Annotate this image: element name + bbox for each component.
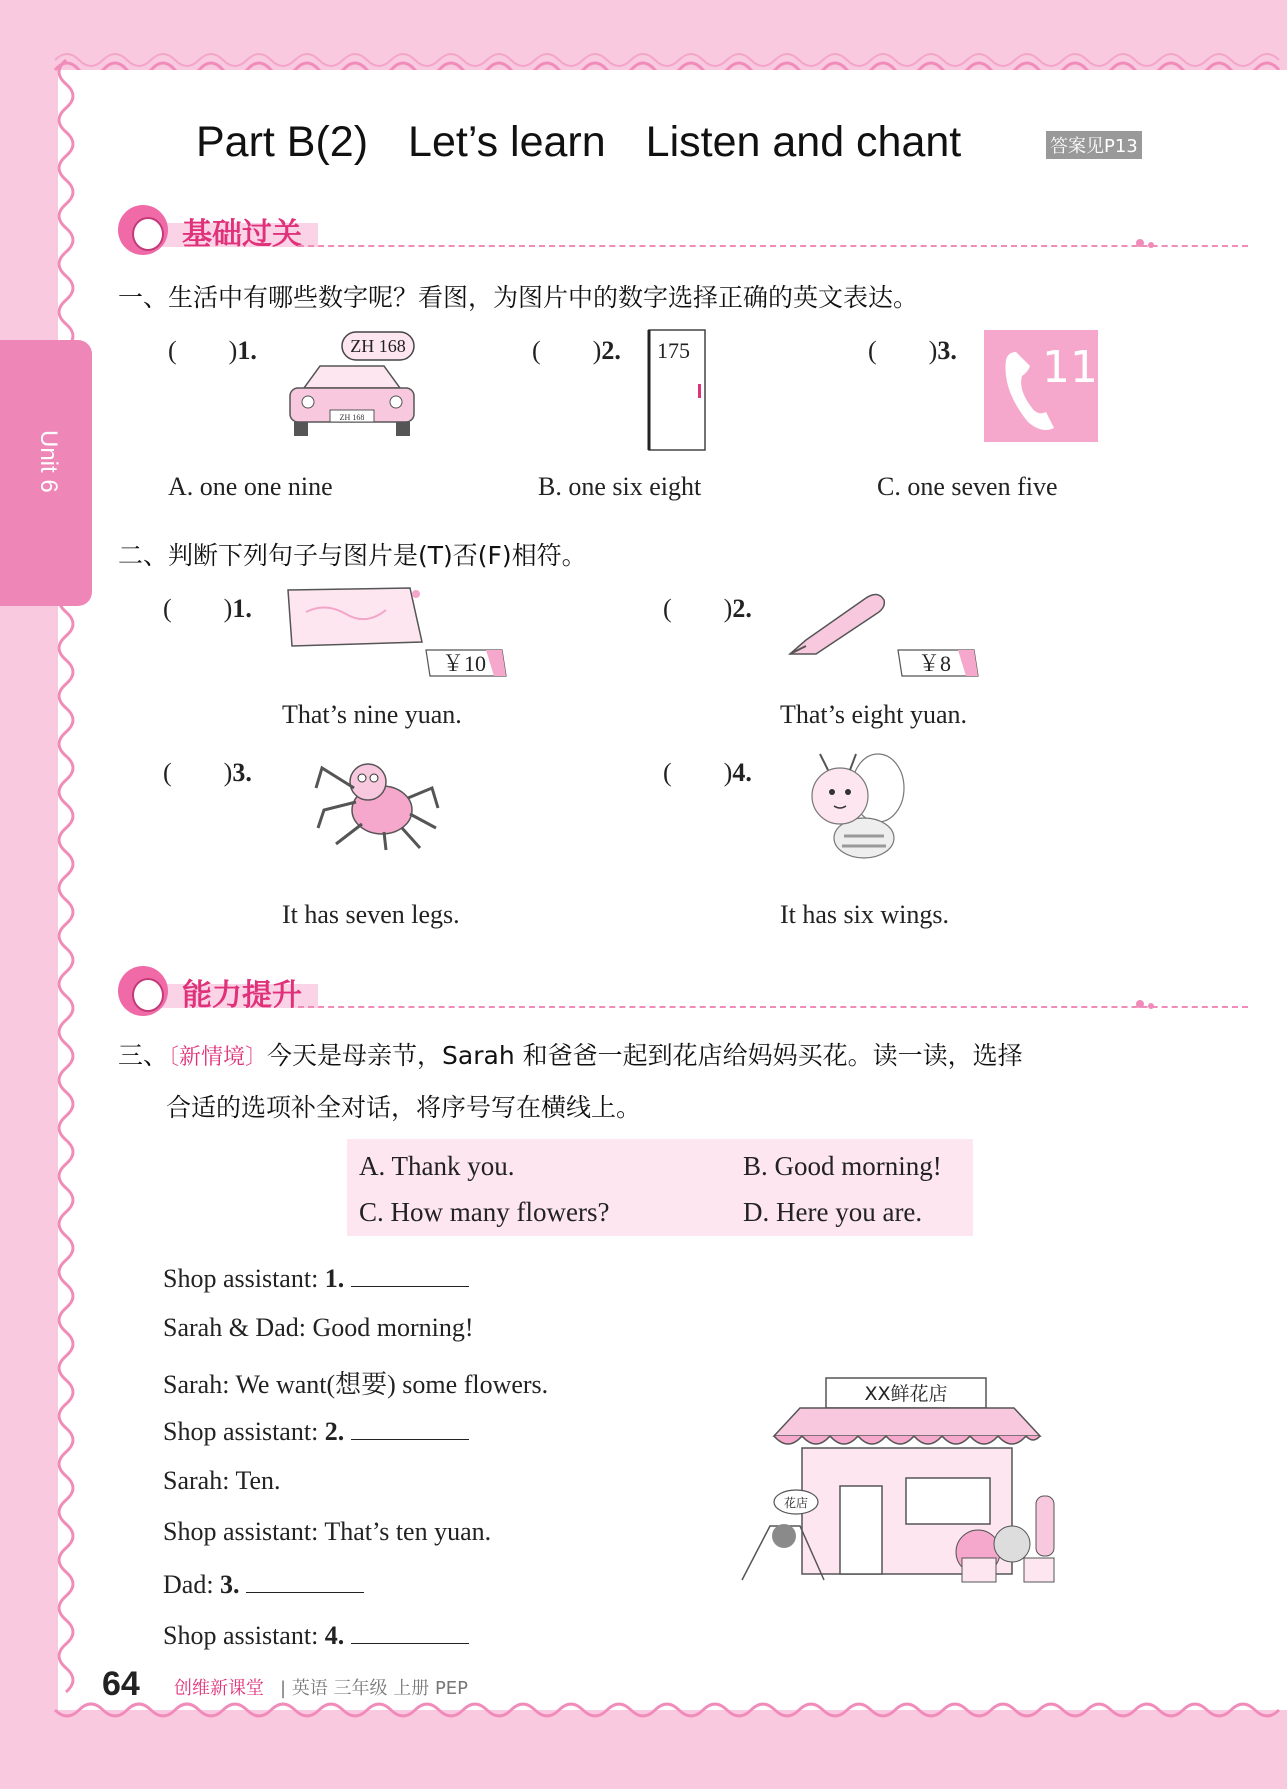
phone-119-icon	[984, 330, 1126, 442]
shop-sign-text: XX鲜花店	[864, 1383, 948, 1405]
worksheet-page	[58, 70, 1287, 1710]
q1-item-3: ( )3.	[868, 336, 957, 365]
q3-option-b: B. Good morning!	[743, 1151, 942, 1181]
dialogue-line-5: Sarah: Ten.	[163, 1466, 281, 1495]
answer-paren[interactable]: ( )	[868, 336, 938, 365]
dialogue-line-1: Shop assistant: 1.	[163, 1262, 469, 1294]
q3-option-a: A. Thank you.	[359, 1151, 515, 1181]
dialogue-line-3: Sarah: We want(想要) some flowers.	[163, 1370, 549, 1399]
q2-item-2: ( )2.	[663, 594, 752, 623]
q1-option-b: B. one six eight	[538, 472, 702, 501]
title-chant: Listen and chant	[645, 118, 962, 166]
bee-illustration	[804, 750, 914, 868]
q2-sentence-1: That’s nine yuan.	[282, 700, 462, 729]
question-3-instruction-line2: 合适的选项补全对话，将序号写在横线上。	[166, 1093, 642, 1122]
left-wave-border	[44, 60, 74, 1710]
q1-item-1: ( )1.	[168, 336, 257, 365]
q2-sentence-4: It has six wings.	[780, 900, 949, 929]
title-learn: Let’s learn	[408, 118, 606, 166]
footer-brand: 创维新课堂	[174, 1678, 264, 1699]
plate-text: ZH 168	[339, 413, 365, 422]
q3-option-d: D. Here you are.	[743, 1197, 923, 1227]
answer-paren[interactable]: ( )	[163, 758, 233, 787]
q2-item-4: ( )4.	[663, 758, 752, 787]
page-number: 64	[102, 1665, 140, 1703]
q2-sentence-3: It has seven legs.	[282, 900, 460, 929]
question-2-instruction: 二、判断下列句子与图片是(T)否(F)相符。	[118, 541, 587, 570]
question-1-instruction: 一、生活中有哪些数字呢？看图，为图片中的数字选择正确的英文表达。	[118, 283, 919, 312]
section-heading-label: 能力提升	[182, 978, 302, 1013]
pen-illustration	[786, 584, 982, 680]
dialogue-line-4: Shop assistant: 2.	[163, 1415, 469, 1447]
section-heading-advanced	[118, 966, 1158, 1016]
q2-sentence-2: That’s eight yuan.	[780, 700, 968, 729]
price-tag-text: ￥8	[918, 651, 952, 676]
section-heading-basic	[118, 205, 1158, 255]
q1-item-2: ( )2.	[532, 336, 621, 365]
answer-paren[interactable]: ( )	[663, 594, 733, 623]
plate-sign-text: ZH 168	[350, 336, 406, 356]
dialogue-line-7: Dad: 3.	[163, 1568, 364, 1600]
unit-tab-label: Unit 6	[35, 430, 62, 493]
dialogue-line-8: Shop assistant: 4.	[163, 1619, 469, 1651]
spider-illustration	[312, 748, 442, 852]
answer-blank[interactable]	[246, 1568, 364, 1593]
question-3-instruction: 三、〔新情境〕今天是母亲节，Sarah 和爸爸一起到花店给妈妈买花。读一读，选择	[118, 1041, 1023, 1070]
q2-item-1: ( )1.	[163, 594, 252, 623]
q1-option-a: A. one one nine	[168, 472, 333, 501]
door-number-text: 175	[657, 338, 690, 363]
answer-reference-badge: 答案见P13	[1046, 131, 1142, 159]
price-tag-text: ￥10	[442, 651, 487, 676]
answer-paren[interactable]: ( )	[168, 336, 238, 365]
footer-book-info: | 英语 三年级 上册 PEP	[280, 1678, 469, 1699]
door-illustration	[647, 328, 709, 454]
pencil-case-illustration	[286, 584, 508, 680]
q3-option-c: C. How many flowers?	[359, 1197, 610, 1227]
dialogue-line-2: Sarah & Dad: Good morning!	[163, 1313, 474, 1342]
title-part: Part B(2)	[196, 118, 369, 166]
answer-paren[interactable]: ( )	[532, 336, 602, 365]
page-title	[196, 118, 961, 167]
new-context-tag: 〔新情境〕	[168, 1045, 268, 1070]
dialogue-line-6: Shop assistant: That’s ten yuan.	[163, 1517, 492, 1546]
q1-option-c: C. one seven five	[877, 472, 1058, 501]
answer-blank[interactable]	[351, 1262, 469, 1287]
section-heading-label: 基础过关	[182, 217, 302, 252]
q2-item-3: ( )3.	[163, 758, 252, 787]
q3-options-box	[347, 1139, 973, 1236]
unit-tab	[0, 340, 92, 606]
boy-avatar-icon	[118, 966, 168, 1016]
bottom-wave-border	[55, 1700, 1287, 1730]
phone-number-text: 119	[1042, 342, 1126, 393]
girl-avatar-icon	[118, 205, 168, 255]
flower-shop-illustration	[740, 1376, 1080, 1588]
answer-paren[interactable]: ( )	[663, 758, 733, 787]
answer-blank[interactable]	[351, 1619, 469, 1644]
shop-small-sign-text: 花店	[783, 1496, 809, 1510]
answer-paren[interactable]: ( )	[163, 594, 233, 623]
answer-blank[interactable]	[351, 1415, 469, 1440]
taxi-illustration	[282, 332, 422, 444]
